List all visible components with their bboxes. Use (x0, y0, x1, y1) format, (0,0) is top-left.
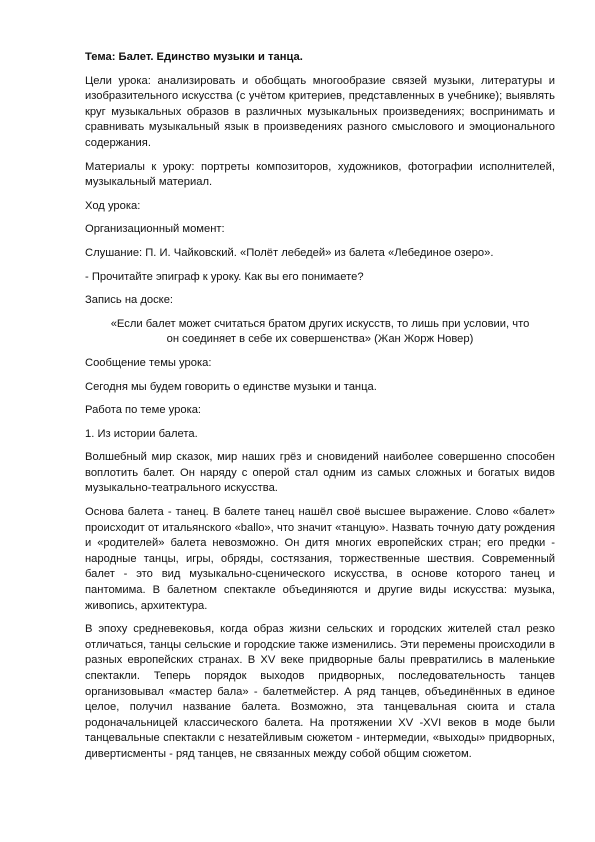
epigraph-question: - Прочитайте эпиграф к уроку. Как вы его понимаете? (85, 270, 364, 283)
lesson-title: Тема: Балет. Единство музыки и танца. (85, 51, 303, 63)
section-1-heading: 1. Из истории балета. (85, 427, 198, 440)
document-page (85, 50, 555, 771)
epigraph-quote-line-1: «Если балет может считаться братом других искусств, то лишь при условии, что (110, 317, 530, 330)
lesson-progress-heading: Ход урока: (85, 199, 141, 212)
epigraph-quote-line-2: он соединяет в себе их совершенства» (Жан Жорж Новер) (166, 333, 474, 346)
org-moment-heading: Организационный момент: (85, 223, 225, 236)
work-topic-heading: Работа по теме урока: (85, 404, 202, 417)
today-topic-line: Сегодня мы будем говорить о единстве музыки и танца. (85, 380, 377, 393)
lesson-materials: Материалы к уроку: портреты композиторов, художников, фотографии исполнителей, музыкальный материал. (85, 160, 555, 189)
epigraph-quote (85, 317, 555, 348)
ballet-history-paragraph-1: Волшебный мир сказок, мир наших грёз и сновидений наиболее совершенно способен воплотить балет. Он наряду с оперой стал одним из самых сложных и богатых видов музыкально-театрального искусства. (85, 451, 555, 495)
board-note-heading: Запись на доске: (85, 294, 174, 307)
topic-message-heading: Сообщение темы урока: (85, 356, 212, 369)
ballet-history-paragraph-2: Основа балета - танец. В балете танец нашёл своё высшее выражение. Слово «балет» происходит от итальянского «ballo», что значит «танцую». Назвать точную дату рождения и «родителей» балета невозможно. Он дитя многих европейских стран; его предки - народные танцы, игры, обряды, состязания, торжественные шествия. Современный балет - это вид музыкально-сценического искусства, в основе которого танец и пантомима. В балетном спектакле объединяются и другие виды искусства: музыка, живопись, архитектура. (85, 506, 555, 612)
listening-line: Слушание: П. И. Чайковский. «Полёт лебедей» из балета «Лебединое озеро». (85, 246, 494, 259)
ballet-history-paragraph-3: В эпоху средневековья, когда образ жизни сельских и городских жителей стал резко отличаться, танцы сельские и городские также изменились. Эти перемены происходили в разных европейских странах. В XV веке придворные балы превратились в маленькие спектакли. Теперь порядок выходов придворных, последовательность танцев организовывал «мастер бала» - балетмейстер. А ряд танцев, объединённых в единое целое, получил название балета. Возможно, эта танцевальная сюита и стала родоначальницей классического балета. На протяжении XV -XVI веков в моде были танцевальные спектакли с незатейливым сюжетом - интермедии, «выходы» придворных, дивертисменты - ряд танцев, не связанных между собой общим сюжетом. (85, 623, 555, 760)
lesson-goals: Цели урока: анализировать и обобщать многообразие связей музыки, литературы и изобразительного искусства (с учётом критериев, представленных в учебнике); выявлять круг музыкальных образов в различных музыкальных произведениях; воспринимать и сравнивать музыкальный язык в произведениях разного смыслового и эмоционального содержания. (85, 74, 555, 149)
